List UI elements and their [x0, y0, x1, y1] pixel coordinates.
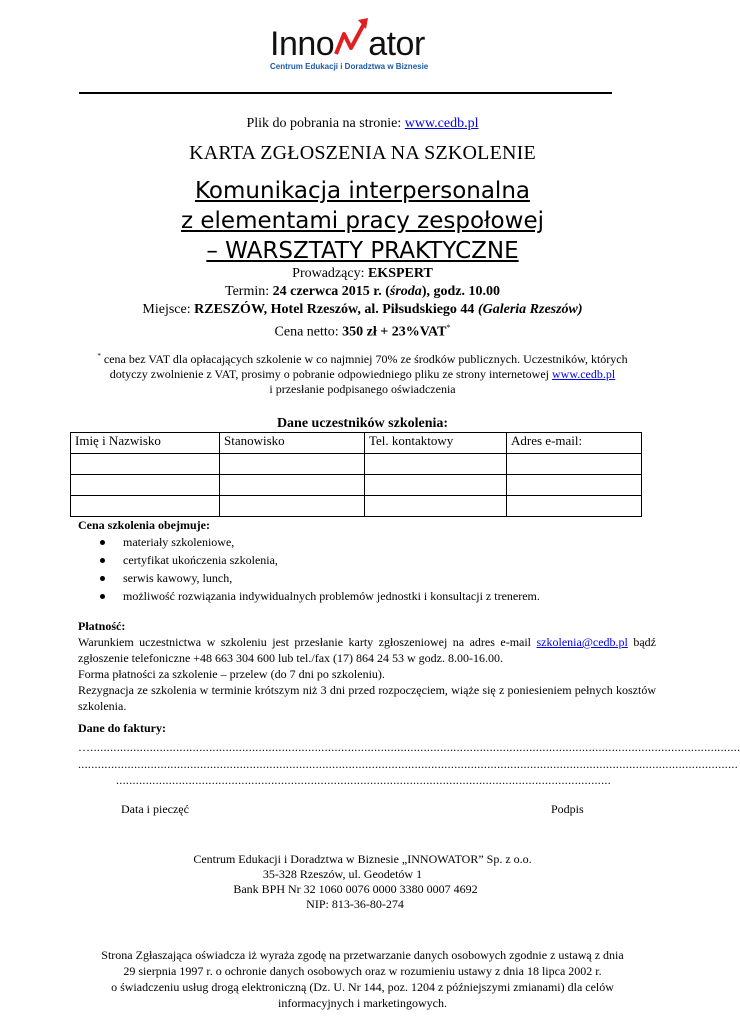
table-cell[interactable]: [365, 475, 507, 496]
trainer-line: [0, 265, 725, 282]
header-divider: [79, 92, 612, 94]
logo-wordmark: [270, 26, 450, 62]
company-nip: NIP: 813-36-80-274: [306, 897, 404, 911]
table-row: [71, 475, 642, 496]
course-title-line2: z elementami pracy zespołowej: [181, 208, 544, 234]
table-cell[interactable]: [365, 496, 507, 517]
company-address: 35-328 Rzeszów, ul. Geodetów 1: [262, 867, 423, 881]
logo-text-part1: Inno: [270, 25, 335, 63]
date-value: 24 czerwca 2015 r. (: [272, 284, 390, 299]
email-link[interactable]: szkolenia@cedb.pl: [536, 635, 628, 649]
table-cell[interactable]: [220, 454, 365, 475]
consent-line2: 29 sierpnia 1997 r. o ochronie danych osobowych oraz w rozumieniu ustawy z dnia 18 lipca 2002 r.: [123, 964, 602, 978]
date-time: ), godz. 10.00: [421, 284, 500, 299]
date-label: Termin:: [225, 284, 273, 299]
payment-paragraph-2: Forma płatności za szkolenie – przelew (do 7 dni po szkoleniu).: [78, 667, 385, 681]
payment-text-1b: bądź zgłoszenie telefoniczne +48 663 304 600 lub tel./fax (17) 864 24 53 w godz. 8.00-16.00.: [78, 635, 657, 665]
list-item-text: serwis kawowy, lunch,: [123, 571, 233, 585]
course-title-line1: Komunikacja interpersonalna: [195, 178, 530, 204]
consent-line1: Strona Zgłaszająca oświadcza iż wyraża zgodę na przetwarzanie danych osobowych zgodnie z ustawą z dnia: [101, 948, 624, 962]
table-row: [71, 496, 642, 517]
payment-paragraph-3: Rezygnacja ze szkolenia w terminie krótszym niż 3 dni przed rozpoczęciem, wiąże się z poniesieniem pełnych kosztów szkolenia.: [78, 683, 656, 713]
price-line: [0, 319, 725, 341]
invoice-heading: Dane do faktury:: [78, 721, 167, 735]
download-text: Plik do pobrania na stronie:: [246, 116, 405, 131]
place-line: [0, 301, 725, 318]
company-info: [0, 852, 725, 912]
logo-text-part2: ator: [368, 25, 425, 63]
date-line: [0, 283, 725, 300]
bullet-icon: [100, 558, 105, 563]
table-header-position: Stanowisko: [220, 433, 365, 454]
trainer-value: EKSPERT: [367, 266, 433, 281]
payment-text-1a: Warunkiem uczestnictwa w szkoleniu jest przesłanie karty zgłoszeniowej na adres e-mail: [78, 635, 537, 649]
vat-note-line3: i przesłanie podpisanego oświadczenia: [269, 382, 456, 396]
logo-subtitle: Centrum Edukacji i Doradztwa w Biznesie: [270, 62, 429, 71]
table-cell[interactable]: [71, 496, 220, 517]
list-item: [97, 551, 657, 569]
course-title: [0, 176, 725, 266]
consent-line4: informacyjnych i marketingowych.: [278, 996, 447, 1010]
table-cell[interactable]: [71, 454, 220, 475]
innowator-logo: [270, 26, 450, 84]
download-link[interactable]: www.cedb.pl: [404, 116, 479, 131]
invoice-line-3[interactable]: ......................................................................................................................................................: [116, 773, 611, 787]
payment-section: [78, 618, 656, 714]
list-item-text: materiały szkoleniowe,: [123, 535, 235, 549]
table-cell[interactable]: [71, 475, 220, 496]
consent-line3: o świadczeniu usług drogą elektroniczną (Dz. U. Nr 144, poz. 1204 z późniejszymi zmianami) dla celów: [111, 980, 614, 994]
price-value: 350 zł + 23%VAT: [342, 324, 447, 340]
logo-w-arrow-icon: [334, 28, 368, 58]
consent-text: [0, 947, 725, 1011]
vat-note-line2: dotyczy zwolnienie z VAT, prosimy o pobranie odpowiedniego pliku ze strony internetowej: [109, 367, 553, 381]
download-line: [0, 115, 725, 132]
table-header-phone: Tel. kontaktowy: [365, 433, 507, 454]
bullet-icon: [100, 576, 105, 581]
table-header-row: [71, 433, 642, 454]
table-cell[interactable]: [220, 475, 365, 496]
list-item-text: certyfikat ukończenia szkolenia,: [123, 553, 278, 567]
table-cell[interactable]: [220, 496, 365, 517]
table-header-name: Imię i Nazwisko: [71, 433, 220, 454]
table-cell[interactable]: [365, 454, 507, 475]
table-cell[interactable]: [507, 475, 642, 496]
table-row: [71, 454, 642, 475]
payment-paragraph-1: [78, 634, 656, 666]
includes-list: [97, 533, 657, 605]
trainer-label: Prowadzący:: [292, 266, 368, 281]
place-extra: (Galeria Rzeszów): [477, 302, 583, 317]
table-header-email: Adres e-mail:: [507, 433, 642, 454]
table-cell[interactable]: [507, 496, 642, 517]
table-cell[interactable]: [507, 454, 642, 475]
place-value: RZESZÓW, Hotel Rzeszów, al. Piłsudskiego 44: [194, 302, 478, 317]
invoice-line-1[interactable]: ….....................................................................................................................................................................................................: [78, 740, 740, 754]
invoice-line-2[interactable]: ........................................................................................................................................................................................................: [78, 757, 738, 771]
price-label: Cena netto:: [274, 324, 343, 340]
payment-heading: Płatność:: [78, 619, 126, 633]
company-name: Centrum Edukacji i Doradztwa w Biznesie „INNOWATOR” Sp. z o.o.: [193, 852, 532, 866]
participants-heading: Dane uczestników szkolenia:: [276, 416, 449, 431]
bullet-icon: [100, 594, 105, 599]
vat-note-link[interactable]: www.cedb.pl: [552, 367, 616, 381]
date-day: środa: [389, 284, 422, 299]
vat-note: [60, 349, 665, 397]
form-title: KARTA ZGŁOSZENIA NA SZKOLENIE: [189, 142, 536, 164]
bullet-icon: [100, 540, 105, 545]
list-item: [97, 587, 657, 605]
date-stamp-label: Data i pieczęć: [121, 802, 189, 816]
includes-heading: Cena szkolenia obejmuje:: [78, 518, 210, 532]
list-item: [97, 569, 657, 587]
place-label: Miejsce:: [142, 302, 195, 317]
vat-note-line1: cena bez VAT dla opłacających szkolenie w co najmniej 70% ze środków publicznych. Uczestników, których: [100, 352, 628, 366]
signature-label: Podpis: [551, 802, 584, 816]
vat-note-mark: *: [97, 352, 101, 360]
participants-table: [70, 432, 642, 517]
list-item-text: możliwość rozwiązania indywidualnych problemów jednostki i konsultacji z trenerem.: [123, 589, 540, 603]
price-footnote-mark: *: [446, 323, 451, 332]
company-bank: Bank BPH Nr 32 1060 0076 0000 3380 0007 4692: [233, 882, 478, 896]
course-title-line3: – WARSZTATY PRAKTYCZNE: [206, 238, 519, 264]
list-item: [97, 533, 657, 551]
